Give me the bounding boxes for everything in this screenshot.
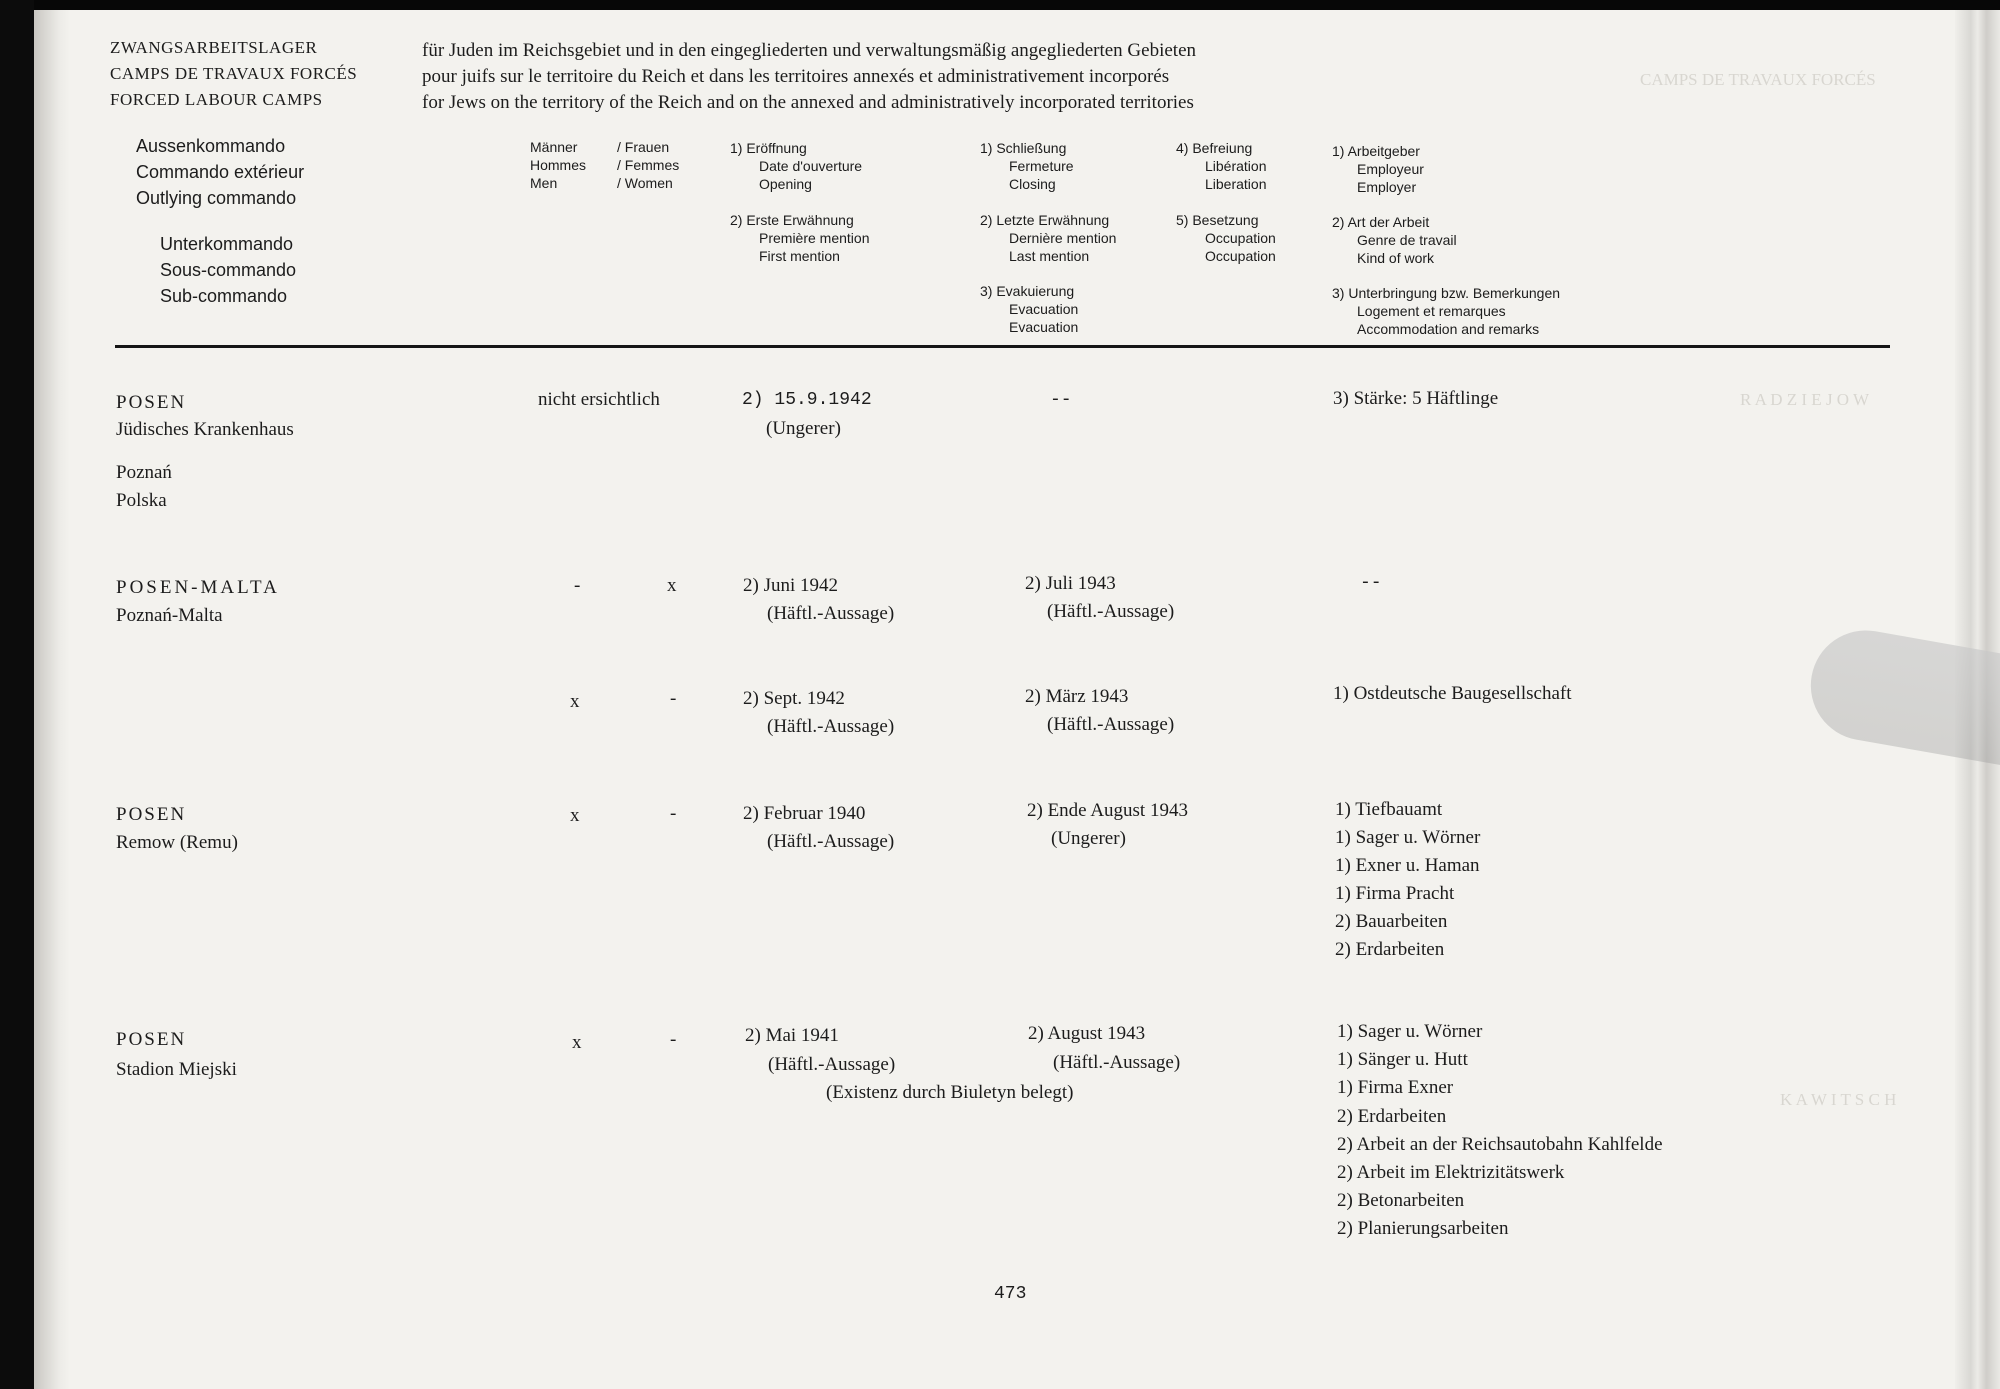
entry5-remark: 2) Arbeit an der Reichsautobahn Kahlfelde — [1337, 1133, 1663, 1155]
entry4-women: - — [670, 803, 677, 824]
entry4-first: 2) Februar 1940 — [743, 803, 866, 824]
entry3-last: 2) März 1943 — [1025, 686, 1129, 707]
entry1-name: POSEN — [116, 392, 187, 413]
entry2-name: POSEN-MALTA — [116, 577, 280, 598]
entry4-remark: 1) Exner u. Haman — [1335, 855, 1480, 876]
entry1-first-src: (Ungerer) — [766, 418, 841, 439]
entry4-last: 2) Ende August 1943 — [1027, 800, 1188, 821]
entry4-remark: 1) Sager u. Wörner — [1335, 827, 1481, 848]
header-desc-en: for Jews on the territory of the Reich and on the annexed and administratively incorporated territories — [422, 92, 1194, 113]
entry5-remark: 1) Sager u. Wörner — [1337, 1021, 1483, 1042]
legend-liberation: 4) Befreiung Libération Liberation — [1176, 140, 1267, 192]
entry2-remark-0: -- — [1360, 573, 1382, 593]
legend-closing: 1) Schließung Fermeture Closing — [980, 140, 1074, 192]
entry1-city: Poznań — [116, 462, 172, 483]
entry1-gender: nicht ersichtlich — [538, 389, 660, 410]
header-label-en: FORCED LABOUR CAMPS — [110, 90, 323, 109]
legend-aussen-de: Aussenkommando — [136, 136, 286, 156]
entry4-remark: 1) Firma Pracht — [1335, 883, 1455, 904]
entry4-first-src: (Häftl.-Aussage) — [767, 831, 895, 852]
legend-accommodation: 3) Unterbringung bzw. Bemerkungen Logement et remarques Accommodation and remarks — [1332, 285, 1561, 337]
legend-evacuation: 3) Evakuierung Evacuation Evacuation — [980, 283, 1079, 335]
entry2-first-src: (Häftl.-Aussage) — [767, 603, 895, 624]
entry2-women: x — [667, 575, 677, 596]
entry5-remark: 2) Planierungsarbeiten — [1337, 1218, 1509, 1240]
header-label-fr: CAMPS DE TRAVAUX FORCÉS — [110, 64, 358, 83]
legend-employer: 1) Arbeitgeber Employeur Employer — [1332, 143, 1424, 195]
page-number: 473 — [994, 1284, 1027, 1304]
entry5-men: x — [572, 1032, 582, 1053]
entry4-remark: 2) Bauarbeiten — [1335, 911, 1448, 932]
entry2-last-src: (Häftl.-Aussage) — [1047, 601, 1175, 622]
entry3-remark-0: 1) Ostdeutsche Baugesellschaft — [1333, 683, 1572, 704]
legend-aussen-fr: Commando extérieur — [136, 162, 305, 182]
entry5-last-src: (Häftl.-Aussage) — [1053, 1052, 1181, 1073]
legend-gender-men: Männer Hommes Men — [530, 139, 587, 191]
entry5-first: 2) Mai 1941 — [745, 1025, 839, 1046]
entry2-sub: Poznań-Malta — [116, 605, 223, 626]
entry5-note: (Existenz durch Biuletyn belegt) — [826, 1082, 1074, 1103]
entry4-sub: Remow (Remu) — [116, 832, 238, 853]
entry4-last-src: (Ungerer) — [1051, 828, 1126, 849]
entry3-last-src: (Häftl.-Aussage) — [1047, 714, 1175, 735]
entry5-remark: 1) Firma Exner — [1337, 1077, 1454, 1099]
entry1-sub: Jüdisches Krankenhaus — [116, 419, 294, 440]
legend-opening: 1) Eröffnung Date d'ouverture Opening — [730, 140, 863, 192]
header-divider — [115, 345, 1890, 348]
legend-unter-fr: Sous-commando — [160, 260, 297, 280]
legend-kind-of-work: 2) Art der Arbeit Genre de travail Kind of work — [1332, 214, 1457, 266]
legend-gender-women: / Frauen / Femmes / Women — [617, 139, 680, 191]
entry1-first: 2) 15.9.1942 — [742, 390, 872, 410]
entry1-last: -- — [1050, 390, 1072, 410]
entry5-name: POSEN — [116, 1029, 187, 1050]
entry3-men: x — [570, 691, 580, 712]
entry2-last: 2) Juli 1943 — [1025, 573, 1116, 594]
entry3-first: 2) Sept. 1942 — [743, 688, 845, 709]
legend-aussen-en: Outlying commando — [136, 188, 297, 208]
entry5-remark: 2) Arbeit im Elektrizitätswerk — [1337, 1162, 1565, 1184]
entry4-remarks — [1335, 796, 1480, 964]
entry4-name: POSEN — [116, 804, 187, 825]
entry2-men: - — [574, 575, 581, 596]
entry3-women: - — [670, 688, 677, 709]
entry2-first: 2) Juni 1942 — [743, 575, 838, 596]
entry4-men: x — [570, 805, 580, 826]
legend-unter-de: Unterkommando — [160, 234, 294, 254]
entry5-last: 2) August 1943 — [1028, 1023, 1146, 1044]
entry5-remark: 2) Betonarbeiten — [1337, 1190, 1465, 1212]
entry5-remark: 2) Erdarbeiten — [1337, 1105, 1447, 1127]
entry4-remark: 2) Erdarbeiten — [1335, 939, 1445, 960]
legend-unter-en: Sub-commando — [160, 286, 288, 306]
legend-occupation: 5) Besetzung Occupation Occupation — [1176, 212, 1276, 264]
header-desc-de: für Juden im Reichsgebiet und in den eingegliederten und verwaltungsmäßig angegliederten Gebieten — [422, 40, 1197, 61]
header-label-de: ZWANGSARBEITSLAGER — [110, 38, 318, 57]
header-desc-fr: pour juifs sur le territoire du Reich et dans les territoires annexés et administrativement incorporés — [422, 66, 1170, 87]
left-book-edge — [0, 0, 34, 1389]
entry5-remarks — [1337, 1018, 1663, 1244]
entry5-first-src: (Häftl.-Aussage) — [768, 1054, 896, 1075]
entry5-women: - — [670, 1029, 677, 1050]
entry5-remark: 1) Sänger u. Hutt — [1337, 1049, 1468, 1071]
entry1-remark-0: 3) Stärke: 5 Häftlinge — [1333, 388, 1499, 409]
entry4-remark: 1) Tiefbauamt — [1335, 799, 1443, 820]
entry5-sub: Stadion Miejski — [116, 1059, 237, 1080]
book-spine-shadow — [34, 10, 70, 1389]
legend-last-mention: 2) Letzte Erwähnung Dernière mention Last mention — [980, 212, 1117, 264]
entry1-country: Polska — [116, 490, 167, 511]
legend-first-mention: 2) Erste Erwähnung Première mention First mention — [730, 212, 870, 264]
entry3-first-src: (Häftl.-Aussage) — [767, 716, 895, 737]
